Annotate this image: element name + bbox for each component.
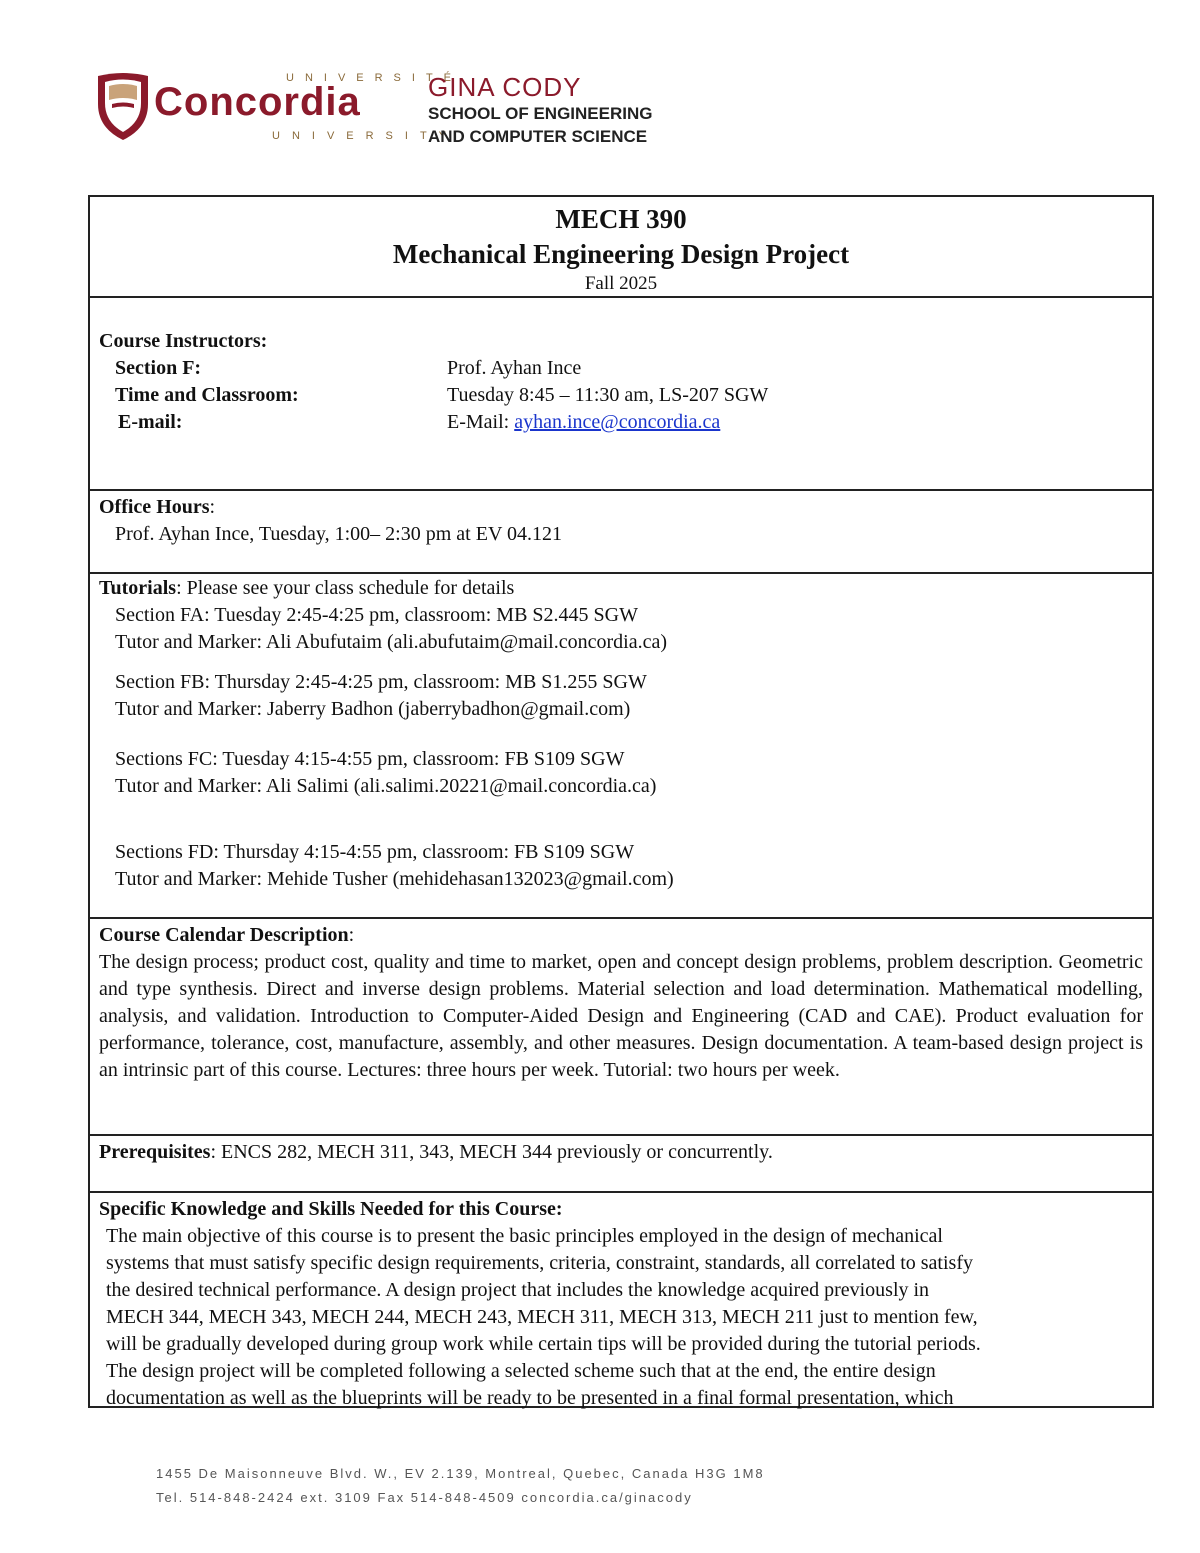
- skills-line: MECH 344, MECH 343, MECH 244, MECH 243, MECH 311, MECH 313, MECH 211 just to mention few,: [106, 1306, 978, 1328]
- instructor-time-row: [99, 382, 1143, 409]
- calendar-heading: Course Calendar Description: [99, 924, 349, 946]
- header-logo: [96, 64, 696, 154]
- tutorial-schedule: Sections FD: Thursday 4:15-4:55 pm, classroom: FB S109 SGW: [115, 841, 635, 863]
- email-value: [447, 409, 1143, 436]
- instructor-section-row: [99, 355, 1143, 382]
- tutorial-tutor: Tutor and Marker: Ali Abufutaim (ali.abufutaim@mail.concordia.ca): [115, 631, 667, 653]
- course-term: Fall 2025: [584, 273, 658, 294]
- office-hours-section: [90, 491, 1152, 574]
- tutorials-intro: : Please see your class schedule for details: [176, 577, 515, 599]
- course-code: MECH 390: [555, 204, 687, 234]
- tutorial-tutor: Tutor and Marker: Jaberry Badhon (jaberrybadhon@gmail.com): [115, 698, 631, 720]
- school-name: GINA CODY: [428, 72, 582, 102]
- tutorials-heading: Tutorials: [99, 577, 177, 599]
- tutorial-tutor: Tutor and Marker: Mehide Tusher (mehidehasan132023@gmail.com): [115, 868, 674, 890]
- tutorials-section: [90, 574, 1152, 919]
- skills-heading: Specific Knowledge and Skills Needed for this Course:: [99, 1198, 563, 1220]
- skills-line: the desired technical performance. A design project that includes the knowledge acquired previously in: [106, 1279, 930, 1301]
- skills-line: systems that must satisfy specific design requirements, criteria, constraint, standards, all correlated to satisfy: [106, 1252, 973, 1274]
- calendar-text: The design process; product cost, quality and time to market, open and concept design problems, problem description. Geometric and type synthesis. Direct and inverse design problems. Material selection and load determination. Mathematical modelling, analysis, and validation. Introduction to Computer-Aided Design and Engineering (CAD and CAE). Product evaluation for performance, tolerance, cost, manufacture, assembly, and other measures. Design documentation. A team-based design project is an intrinsic part of this course. Lectures: three hours per week. Tutorial: two hours per week.: [99, 951, 1143, 1081]
- skills-line: documentation as well as the blueprints will be ready to be presented in a final formal presentation, which: [106, 1387, 954, 1409]
- prerequisites-section: [90, 1136, 1152, 1193]
- section-value: Prof. Ayhan Ince: [447, 357, 582, 379]
- office-hours-text: Prof. Ayhan Ince, Tuesday, 1:00– 2:30 pm at EV 04.121: [115, 523, 563, 545]
- email-link[interactable]: ayhan.ince@concordia.ca: [514, 411, 721, 433]
- footer-address: 1455 De Maisonneuve Blvd. W., EV 2.139, Montreal, Quebec, Canada H3G 1M8: [156, 1466, 765, 1481]
- logo-top-text: UNIVERSITÉ: [286, 72, 463, 84]
- footer-contact: Tel. 514-848-2424 ext. 3109 Fax 514-848-4509 concordia.ca/ginacody: [156, 1490, 693, 1505]
- course-outline-table: [88, 195, 1154, 1408]
- skills-section: [90, 1193, 1152, 1408]
- skills-text: [99, 1223, 1143, 1412]
- school-line-2: AND COMPUTER SCIENCE: [428, 127, 648, 146]
- instructors-heading: Course Instructors:: [99, 330, 268, 352]
- prerequisites-text: : ENCS 282, MECH 311, 343, MECH 344 previously or concurrently.: [210, 1141, 773, 1163]
- skills-line: will be gradually developed during group work while certain tips will be provided during the tutorial periods.: [106, 1333, 981, 1355]
- email-prefix: E-Mail:: [447, 411, 515, 433]
- tutorial-schedule: Section FB: Thursday 2:45-4:25 pm, classroom: MB S1.255 SGW: [115, 671, 647, 693]
- office-hours-heading: Office Hours: [99, 496, 210, 518]
- instructor-email-row: [99, 409, 1143, 436]
- concordia-shield-icon: [96, 70, 150, 142]
- course-name: Mechanical Engineering Design Project: [392, 239, 850, 269]
- instructors-section: [90, 298, 1152, 491]
- skills-line: The design project will be completed following a selected scheme such that at the end, the entire design: [106, 1360, 936, 1382]
- skills-line: The main objective of this course is to present the basic principles employed in the design of mechanical: [106, 1225, 943, 1247]
- time-value: Tuesday 8:45 – 11:30 am, LS-207 SGW: [447, 384, 769, 406]
- title-section: [90, 197, 1152, 298]
- calendar-description-section: [90, 919, 1152, 1136]
- school-line-1: SCHOOL OF ENGINEERING: [428, 104, 653, 123]
- calendar-colon: :: [348, 924, 355, 946]
- tutorial-schedule: Section FA: Tuesday 2:45-4:25 pm, classroom: MB S2.445 SGW: [115, 604, 638, 626]
- section-label: Section F:: [115, 357, 202, 379]
- prerequisites-heading: Prerequisites: [99, 1141, 211, 1163]
- time-label: Time and Classroom:: [115, 384, 299, 406]
- email-label: E-mail:: [118, 411, 183, 433]
- logo-bottom-text: UNIVERSITY: [272, 130, 459, 142]
- tutorial-schedule: Sections FC: Tuesday 4:15-4:55 pm, classroom: FB S109 SGW: [115, 748, 625, 770]
- logo-wordmark: Concordia: [154, 80, 361, 124]
- tutorial-tutor: Tutor and Marker: Ali Salimi (ali.salimi.20221@mail.concordia.ca): [115, 775, 657, 797]
- office-hours-colon: :: [209, 496, 216, 518]
